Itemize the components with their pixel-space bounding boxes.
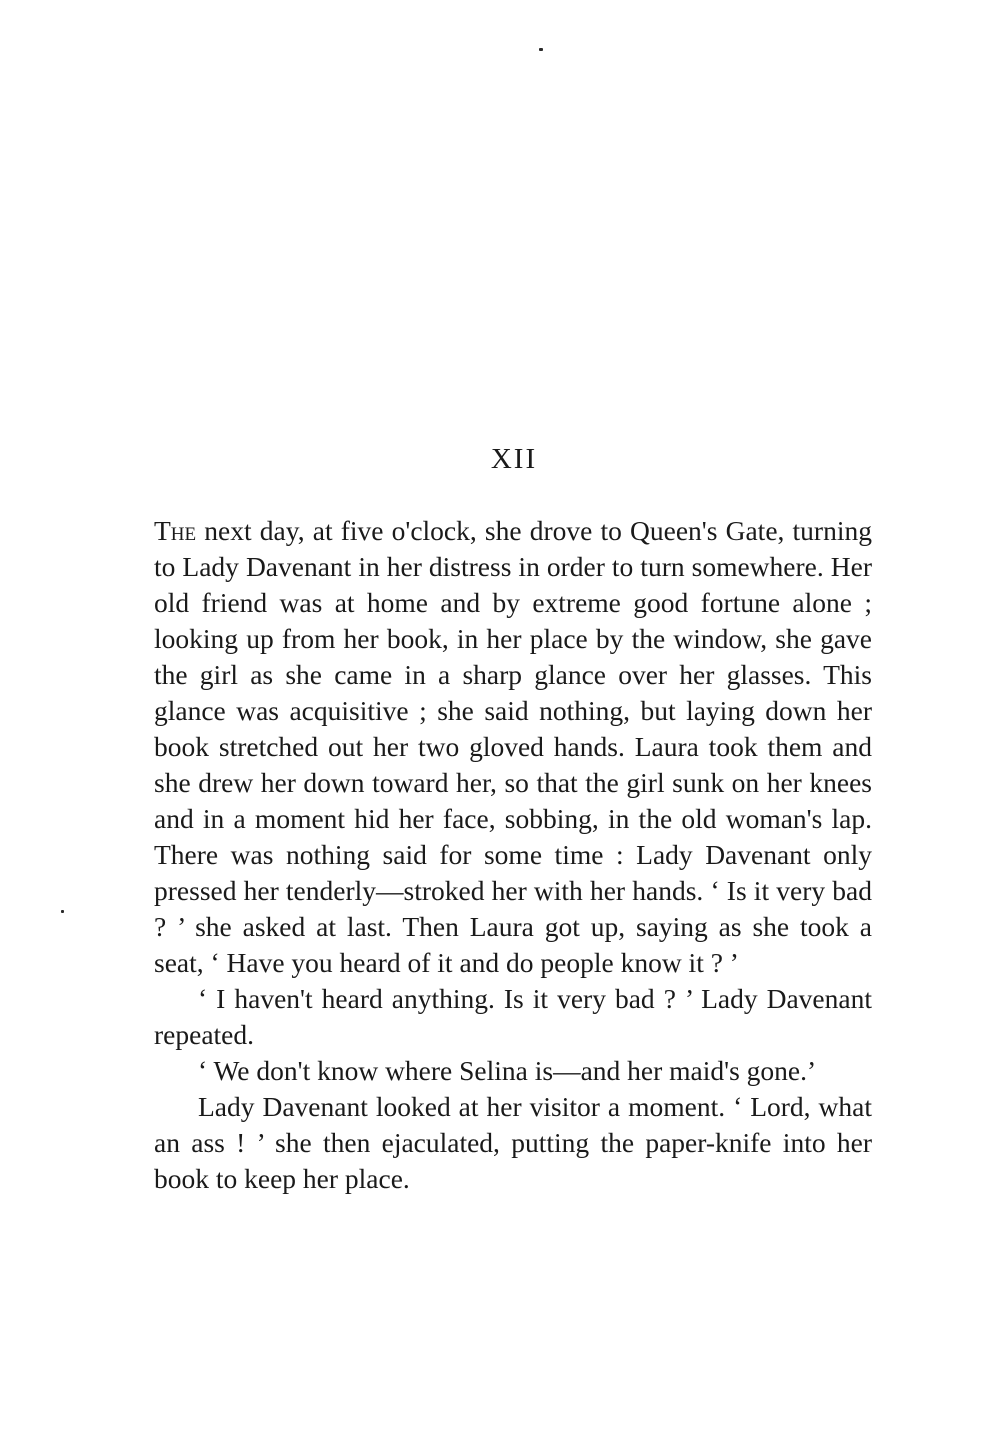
paragraph-lead-word: The bbox=[154, 515, 197, 546]
paragraph bbox=[154, 513, 872, 981]
print-speck bbox=[539, 48, 543, 51]
paragraph: Lady Davenant looked at her visitor a moment. ‘ Lord, what an ass ! ’ she then ejaculated, putting the paper-knife into her book to keep her place. bbox=[154, 1091, 872, 1194]
paragraph-text: next day, at five o'clock, she drove to Queen's Gate, turning to Lady Davenant in her distress in order to turn somewhere. Her old friend was at home and by extreme good fortune alone ; looking up from her book, in her place by the window, she gave the girl as she came in a sharp glance over her glasses. This glance was acquisitive ; she said nothing, but laying down her book stretched out her two gloved hands. Laura took them and she drew her down toward her, so that the girl sunk on her knees and in a moment hid her face, sobbing, in the old woman's lap. There was nothing said for some time : Lady Davenant only pressed her tenderly—stroked her with her hands. ‘ Is it very bad ? ’ she asked at last. Then Laura got up, saying as she took a seat, ‘ Have you heard of it and do people know it ? ’ bbox=[154, 515, 872, 978]
chapter-body bbox=[154, 513, 872, 1197]
chapter-heading: XII bbox=[490, 443, 538, 475]
print-speck bbox=[61, 910, 64, 913]
paragraph: ‘ We don't know where Selina is—and her maid's gone.’ bbox=[198, 1055, 817, 1086]
paragraph: ‘ I haven't heard anything. Is it very bad ? ’ Lady Davenant repeated. bbox=[154, 983, 872, 1050]
